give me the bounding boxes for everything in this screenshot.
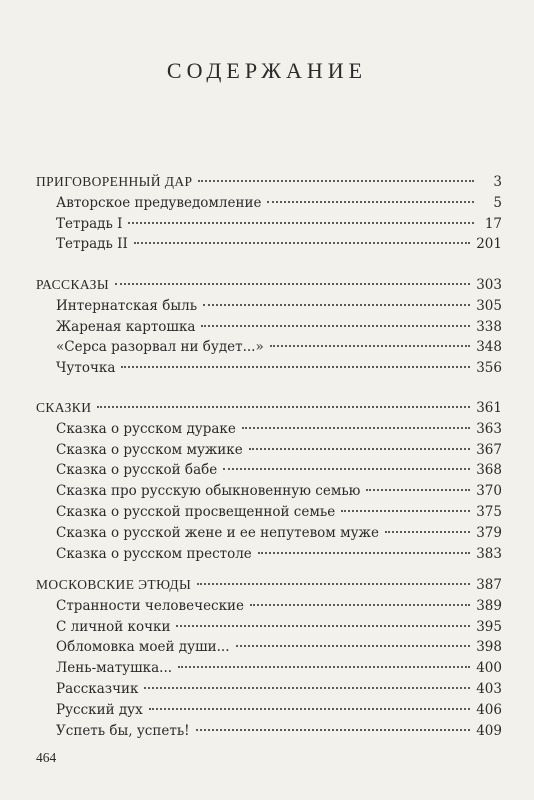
dot-leader: [198, 180, 474, 182]
toc-entry[interactable]: [36, 193, 502, 214]
toc-page-number: 370: [476, 483, 502, 500]
toc-page-number: 409: [476, 722, 502, 739]
toc-heading-label: СКАЗКИ: [36, 400, 92, 415]
toc-section: [36, 575, 502, 741]
toc-section-heading[interactable]: [36, 575, 502, 596]
dot-leader: [341, 510, 470, 512]
toc-entry-label: Чуточка: [56, 360, 116, 377]
toc-entry[interactable]: [36, 637, 502, 658]
toc-page-number: 398: [476, 639, 502, 656]
toc-page-number: 356: [476, 360, 502, 377]
toc-entry[interactable]: [36, 358, 502, 379]
toc-page-number: 387: [476, 577, 502, 593]
toc-section-heading[interactable]: [36, 398, 502, 419]
dot-leader: [197, 583, 470, 585]
toc-entry[interactable]: [36, 544, 502, 565]
toc-page-number: 201: [476, 236, 502, 253]
toc-entry-label: «Серса разорвал ни будет...»: [56, 339, 264, 356]
dot-leader: [203, 304, 470, 306]
toc-entry-label: Тетрадь I: [56, 215, 123, 232]
dot-leader: [121, 366, 470, 368]
toc-page-number: 348: [476, 339, 502, 356]
toc-page-number: 361: [476, 400, 502, 416]
toc-entry[interactable]: [36, 502, 502, 523]
dot-leader: [385, 531, 470, 533]
toc-page-number: 367: [476, 441, 502, 458]
toc-section: [36, 398, 502, 564]
toc-entry-label: Сказка о русской просвещенной семье: [56, 503, 336, 520]
toc-heading-label: МОСКОВСКИЕ ЭТЮДЫ: [36, 577, 192, 592]
dot-leader: [115, 283, 470, 285]
dot-leader: [242, 427, 470, 429]
toc-entry-label: Авторское предуведомление: [56, 194, 262, 211]
dot-leader: [366, 489, 470, 491]
toc-entry[interactable]: [36, 419, 502, 440]
toc-entry-label: Лень-матушка...: [56, 660, 173, 677]
toc-page-number: 403: [476, 680, 502, 697]
dot-leader: [270, 345, 470, 347]
toc-entry[interactable]: [36, 617, 502, 638]
toc-entry-label: С личной кочки: [56, 618, 171, 635]
toc-page-number: 338: [476, 318, 502, 335]
toc-section-heading[interactable]: [36, 172, 502, 193]
toc-page-number: 406: [476, 701, 502, 718]
toc-page-number: 5: [493, 194, 502, 211]
toc-entry[interactable]: [36, 214, 502, 235]
toc-entry-label: Сказка о русской жене и ее непутевом муже: [56, 524, 379, 541]
toc-entry-label: Тетрадь II: [56, 236, 128, 253]
toc-entry-label: Сказка о русской бабе: [56, 462, 218, 479]
toc-entry[interactable]: [36, 460, 502, 481]
toc-page-number: 379: [476, 524, 502, 541]
toc-entry-label: Русский дух: [56, 701, 143, 718]
toc-page-number: 400: [476, 660, 502, 677]
toc-section: [36, 172, 502, 255]
toc-page-number: 17: [484, 215, 502, 232]
toc-entry[interactable]: [36, 721, 502, 742]
dot-leader: [97, 406, 470, 408]
dot-leader: [178, 666, 470, 668]
dot-leader: [176, 625, 470, 627]
toc-entry[interactable]: [36, 596, 502, 617]
toc-entry[interactable]: [36, 296, 502, 317]
toc-section: [36, 275, 502, 379]
toc-heading-label: РАССКАЗЫ: [36, 277, 110, 292]
toc-entry-label: Странности человеческие: [56, 597, 245, 614]
toc-entry-label: Успеть бы, успеть!: [56, 722, 190, 739]
toc-page-number: 305: [476, 297, 502, 314]
dot-leader: [128, 222, 474, 224]
toc-page-number: 363: [476, 420, 502, 437]
toc-entry-label: Сказка про русскую обыкновенную семью: [56, 483, 361, 500]
toc-section-heading[interactable]: [36, 275, 502, 296]
dot-leader: [236, 645, 471, 647]
toc-entry-label: Сказка о русском мужике: [56, 441, 243, 458]
toc-page-number: 3: [493, 174, 502, 190]
toc-entry[interactable]: [36, 337, 502, 358]
page-title: СОДЕРЖАНИЕ: [166, 58, 368, 83]
toc-entry[interactable]: [36, 700, 502, 721]
dot-leader: [196, 729, 471, 731]
toc-entry[interactable]: [36, 317, 502, 338]
toc-entry[interactable]: [36, 440, 502, 461]
toc-page-number: 389: [476, 597, 502, 614]
dot-leader: [250, 604, 470, 606]
toc-page-number: 368: [476, 462, 502, 479]
toc-heading-label: ПРИГОВОРЕННЫЙ ДАР: [36, 174, 193, 189]
toc-entry[interactable]: [36, 679, 502, 700]
dot-leader: [134, 242, 470, 244]
toc-entry-label: Обломовка моей души...: [56, 639, 230, 656]
toc-entry-label: Жареная картошка: [56, 318, 196, 335]
toc-entry-label: Сказка о русском дураке: [56, 420, 236, 437]
dot-leader: [201, 325, 470, 327]
toc-page-number: 395: [476, 618, 502, 635]
toc-entry-label: Рассказчик: [56, 680, 139, 697]
dot-leader: [258, 552, 470, 554]
toc-entry[interactable]: [36, 234, 502, 255]
toc-entry[interactable]: [36, 658, 502, 679]
toc-entry[interactable]: [36, 481, 502, 502]
dot-leader: [267, 201, 474, 203]
toc-page-number: 375: [476, 503, 502, 520]
toc-entry-label: Сказка о русском престоле: [56, 545, 252, 562]
dot-leader: [144, 687, 470, 689]
dot-leader: [223, 468, 470, 470]
dot-leader: [149, 708, 470, 710]
dot-leader: [249, 448, 470, 450]
toc-entry-label: Интернатская быль: [56, 297, 198, 314]
toc-page-number: 383: [476, 545, 502, 562]
toc-entry[interactable]: [36, 523, 502, 544]
toc-page-number: 303: [476, 277, 502, 293]
page-number-footer: 464: [36, 750, 57, 765]
